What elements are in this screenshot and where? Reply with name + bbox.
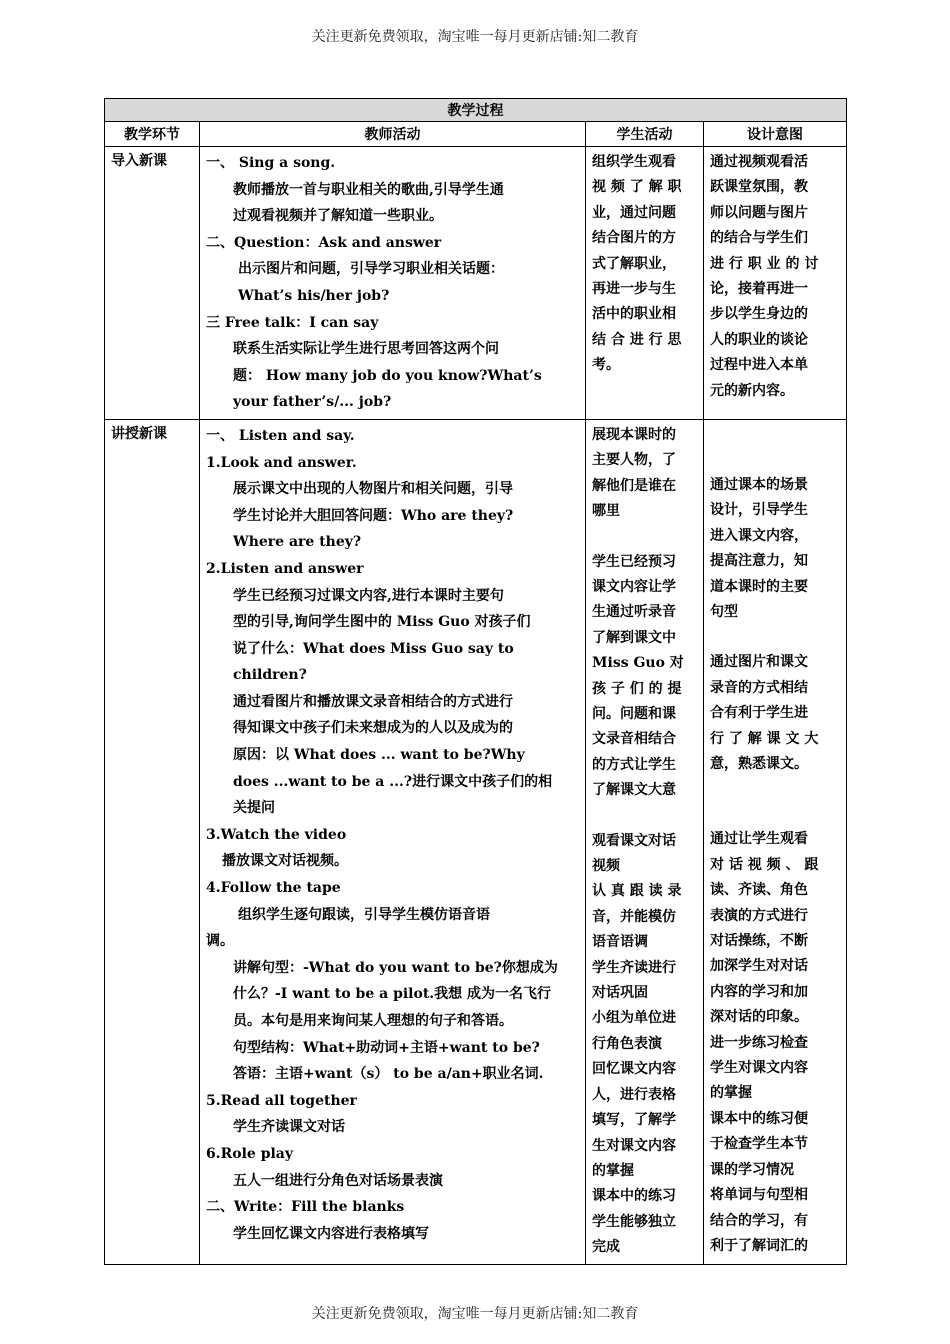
numbered-item [206, 556, 579, 583]
item-title: Look and answer. [220, 454, 357, 471]
text-line: 式了解职业， [592, 255, 676, 272]
item-number: 1. [206, 454, 221, 471]
text-line: 生对课文内容 [592, 1137, 676, 1154]
text-line: 深对话的印象。 [710, 1009, 808, 1026]
table-row [105, 419, 847, 1264]
text-line: 孩 子 们 的 提 [592, 680, 682, 697]
text-line: 元的新内容。 [710, 382, 794, 399]
text-line: 了解课文大意 [592, 782, 676, 799]
text-line: 哪里 [592, 503, 620, 520]
text-line: 结合的学习，有 [710, 1212, 808, 1229]
numbered-item [206, 822, 579, 849]
text-line: 填写，了解学 [592, 1112, 676, 1129]
text-line: 于检查学生本节 [710, 1136, 808, 1153]
text-line: 跃课堂氛围，教 [710, 179, 808, 196]
text-line: 的掌握 [592, 1162, 634, 1179]
numbered-item [206, 875, 579, 902]
text-line: 课本中的练习便 [710, 1110, 808, 1127]
column-header: 教师活动 [200, 122, 586, 147]
teaching-process-table [104, 98, 847, 1265]
text-line: 业，通过问题 [592, 204, 676, 221]
text-line: Where are they? [233, 534, 362, 551]
text-line: 进入课文内容， [710, 527, 808, 544]
text-line: children? [233, 667, 307, 684]
numbered-item [206, 1088, 579, 1115]
text-line: 行角色表演 [592, 1035, 662, 1052]
text-line: 道本课时的主要 [710, 578, 808, 595]
text-line: 答语：主语+want（s） to be a/an+职业名词. [233, 1066, 544, 1083]
text-line: does ...want to be a ...?进行课文中孩子们的相 [233, 773, 553, 790]
column-header: 学生活动 [586, 122, 704, 147]
teacher-activity [200, 419, 586, 1264]
text-line: 的结合与学生们 [710, 230, 808, 247]
text-line: 语音语调 [592, 934, 648, 951]
text-line: 师以问题与图片 [710, 204, 808, 221]
text-line: 主要人物，了 [592, 452, 676, 469]
text-line: 二、Write：Fill the blanks [206, 1199, 405, 1216]
text-line: 意，熟悉课文。 [710, 756, 808, 772]
text-line: 读、齐读、角色 [710, 882, 808, 899]
text-line: 通过课本的场景 [710, 476, 808, 493]
teacher-activity [200, 147, 586, 420]
text-line: 学生回忆课文内容进行表格填写 [233, 1225, 429, 1242]
text-line: 一、 Listen and say. [206, 427, 355, 444]
text-line: 学生讨论并大胆回答问题：Who are they? [233, 507, 514, 524]
text-line: 联系生活实际让学生进行思考回答这两个问 [233, 341, 499, 358]
text-line: What’s his/her job? [238, 287, 390, 304]
text-line: 对 话 视 频 、 跟 [710, 856, 819, 873]
text-line: 讲解句型：-What do you want to be?你想成为 [233, 959, 558, 976]
text-line: 播放课文对话视频。 [222, 853, 348, 870]
text-line: 学生已经预习过课文内容,进行本课时主要句 [233, 587, 504, 604]
text-line: your father’s/... job? [233, 394, 392, 411]
text-line: 句型 [710, 603, 738, 620]
text-line: 观看课文对话 [592, 832, 676, 849]
text-line: 出示图片和问题，引导学习职业相关话题： [238, 261, 504, 278]
item-title: Role play [220, 1145, 294, 1162]
section-label: 导入新课 [105, 147, 200, 420]
text-line: 小组为单位进 [592, 1010, 676, 1027]
item-title: Watch the video [220, 826, 347, 843]
item-number: 6. [206, 1145, 221, 1162]
text-line: 解他们是谁在 [592, 477, 676, 494]
text-line: 原因：以 What does ... want to be?Why [233, 747, 525, 764]
text-line: 对话操练，不断 [710, 933, 808, 950]
text-line: 结 合 进 行 思 [592, 331, 682, 348]
item-number: 5. [206, 1092, 221, 1109]
item-number: 3. [206, 826, 221, 843]
text-line: 题： How many job do you know?What’s [233, 367, 542, 384]
text-line: 人的职业的谈论 [710, 331, 808, 348]
text-line: 的掌握 [710, 1085, 752, 1102]
text-line: 表演的方式进行 [710, 907, 808, 924]
text-line: 视频 [592, 858, 620, 875]
text-line: 生通过听录音 [592, 604, 676, 621]
text-line: 员。本句是用来询问某人理想的句子和答语。 [233, 1013, 513, 1029]
text-line: 调。 [206, 933, 234, 950]
text-line: 课本中的练习 [592, 1188, 676, 1205]
text-line: Miss Guo 对 [592, 655, 684, 672]
text-line: 活中的职业相 [592, 306, 676, 323]
column-header: 教学环节 [105, 122, 200, 147]
text-line: 什么？-I want to be a pilot.我想 成为一名飞行 [233, 986, 552, 1003]
table-title: 教学过程 [105, 99, 847, 122]
text-line: 展示课文中出现的人物图片和相关问题，引导 [233, 481, 513, 498]
text-line: 提高注意力，知 [710, 553, 808, 570]
text-line: 教师播放一首与职业相关的歌曲,引导学生通 [233, 181, 504, 198]
text-line: 音，并能模仿 [592, 908, 676, 925]
page-footer: 关注更新免费领取，淘宝唯一每月更新店铺:知二教育 [311, 1306, 639, 1322]
design-intent [704, 147, 847, 420]
text-line: 通过看图片和播放课文录音相结合的方式进行 [233, 693, 513, 710]
text-line: 组织学生逐句跟读，引导学生模仿语音语 [238, 906, 490, 923]
item-title: Follow the tape [220, 880, 341, 897]
text-line: 组织学生观看 [592, 154, 676, 170]
text-line: 再进一步与生 [592, 281, 676, 298]
text-line: 通过图片和课文 [710, 654, 808, 671]
design-intent [704, 419, 847, 1264]
text-line: 行 了 解 课 文 大 [710, 730, 819, 747]
text-line: 步以学生身边的 [710, 306, 808, 323]
text-line: 文录音相结合 [592, 731, 676, 748]
text-line: 合有利于学生进 [710, 705, 808, 722]
text-line: 学生能够独立 [592, 1213, 676, 1230]
text-line: 回忆课文内容 [592, 1061, 676, 1078]
text-line: 学生齐读进行 [592, 959, 676, 976]
text-line: 过观看视频并了解知道一些职业。 [233, 208, 443, 225]
text-line: 了解到课文中 [592, 629, 676, 646]
text-line: 设计，引导学生 [710, 502, 808, 519]
item-number: 2. [206, 560, 221, 577]
page-header: 关注更新免费领取，淘宝唯一每月更新店铺:知二教育 [311, 29, 639, 45]
numbered-item [206, 1141, 579, 1168]
text-line: 论，接着再进一 [710, 281, 808, 298]
text-line: 进一步练习检查 [710, 1034, 808, 1051]
text-line: 说了什么：What does Miss Guo say to [233, 640, 514, 657]
text-line: 过程中进入本单 [710, 357, 808, 374]
text-line: 一、 Sing a song. [206, 155, 336, 171]
text-line: 关提问 [233, 800, 275, 817]
section-label: 讲授新课 [105, 419, 200, 1264]
text-line: 录音的方式相结 [710, 679, 808, 696]
text-line: 学生已经预习 [592, 553, 676, 570]
column-header: 设计意图 [704, 122, 847, 147]
student-activity [586, 147, 704, 420]
text-line: 学生齐读课文对话 [233, 1119, 345, 1136]
text-line: 加深学生对对话 [710, 958, 808, 975]
text-line: 型的引导,询问学生图中的 Miss Guo 对孩子们 [233, 614, 531, 631]
text-line: 将单词与句型相 [710, 1187, 808, 1204]
text-line: 通过让学生观看 [710, 831, 808, 848]
text-line: 认 真 跟 读 录 [592, 883, 682, 900]
text-line: 视 频 了 解 职 [592, 179, 682, 196]
item-title: Listen and answer [220, 560, 364, 577]
text-line: 内容的学习和加 [710, 983, 808, 1000]
text-line: 对话巩固 [592, 985, 648, 1002]
numbered-item [206, 450, 579, 477]
table-row [105, 147, 847, 420]
text-line: 课文内容让学 [592, 578, 676, 595]
text-line: 展现本课时的 [592, 426, 676, 443]
text-line: 句型结构：What+助动词+主语+want to be? [233, 1039, 540, 1056]
text-line: 的方式让学生 [592, 756, 676, 773]
text-line: 利于了解词汇的 [710, 1237, 808, 1254]
item-title: Read all together [220, 1092, 357, 1109]
student-activity [586, 419, 704, 1264]
text-line: 完成 [592, 1239, 620, 1256]
text-line: 进 行 职 业 的 讨 [710, 255, 819, 272]
text-line: 三 Free talk：I can say [206, 314, 379, 331]
text-line: 考。 [592, 357, 620, 374]
text-line: 得知课文中孩子们未来想成为的人以及成为的 [233, 720, 513, 737]
text-line: 通过视频观看活 [710, 154, 808, 170]
text-line: 问。问题和课 [592, 706, 676, 722]
text-line: 五人一组进行分角色对话场景表演 [233, 1172, 443, 1189]
text-line: 结合图片的方 [592, 230, 676, 247]
text-line: 二、Question：Ask and answer [206, 234, 442, 251]
text-line: 学生对课文内容 [710, 1060, 808, 1077]
text-line: 课的学习情况 [710, 1161, 794, 1178]
text-line: 人，进行表格 [592, 1086, 676, 1103]
item-number: 4. [206, 880, 221, 897]
